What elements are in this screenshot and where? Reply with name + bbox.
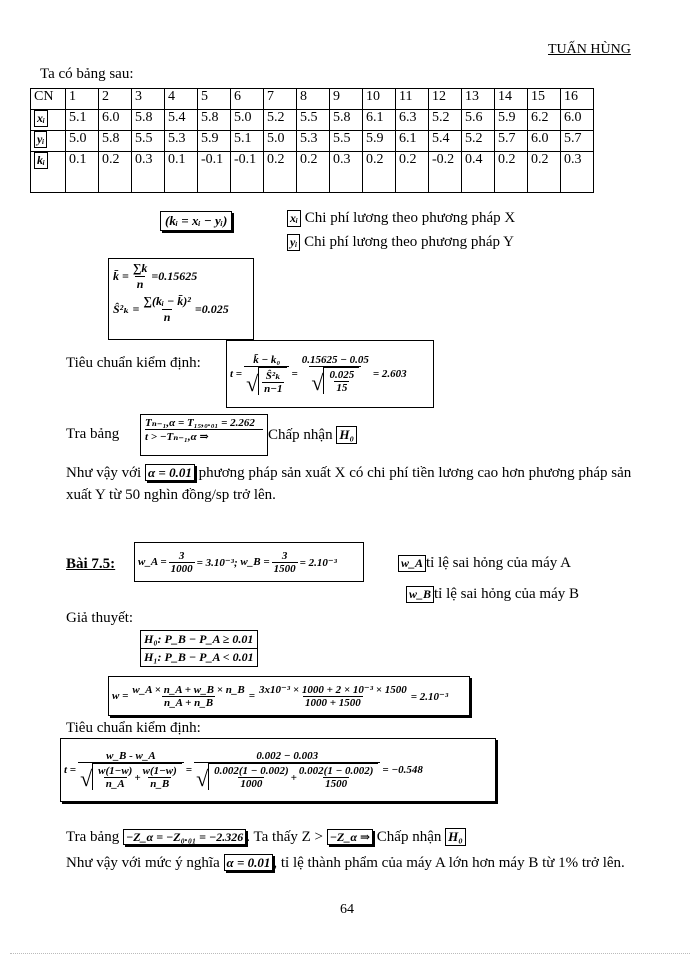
z-compare-box: −Z_α ⇒ [327, 829, 373, 845]
table-col-header: 10 [363, 89, 396, 110]
table-cell: 0.2 [363, 152, 396, 193]
table-cell: 5.8 [330, 110, 363, 131]
table-cell: 0.3 [132, 152, 165, 193]
x-text: Chi phí lương theo phương pháp X [304, 210, 516, 226]
statistics-box: k̄ = $\frac{\sum k}{n}$ = 0.15625 Ŝ²ₖ = $\frac{\text{∑(kᵢ − k̄)²}}{n}$ = 0.025 [108, 258, 254, 340]
table-row-k [31, 152, 594, 193]
k-definition-box: (kᵢ = xᵢ − yᵢ) [160, 211, 232, 231]
conclusion1: Như vậy với α = 0.01 phương pháp sản xuất X có chi phí tiền lương cao hơn phương pháp sản xuất Y từ 50 nghìn đồng/sp trở lên. [66, 465, 632, 503]
intro-text: Ta có bảng sau: [40, 66, 134, 82]
y-label: yᵢ [287, 234, 300, 251]
row-label: yᵢ [31, 131, 66, 152]
row-label: xᵢ [31, 110, 66, 131]
table-cell: -0.1 [231, 152, 264, 193]
table-cell: 5.5 [330, 131, 363, 152]
table-cell: 5.0 [66, 131, 99, 152]
page-border [10, 953, 690, 954]
table-header-cell: CN [31, 89, 66, 110]
data-table [30, 88, 594, 193]
table-cell: 0.2 [297, 152, 330, 193]
table-cell: 5.8 [198, 110, 231, 131]
test2-label: Tiêu chuẩn kiểm định: [66, 720, 201, 736]
page-number: 64 [340, 902, 354, 917]
table-cell: 0.4 [462, 152, 495, 193]
table-cell: 6.3 [396, 110, 429, 131]
table-cell: 0.2 [264, 152, 297, 193]
table-cell: -0.1 [198, 152, 231, 193]
table-cell: 6.1 [363, 110, 396, 131]
s2-value: 0.025 [201, 302, 229, 316]
alpha-box: α = 0.01 [145, 464, 195, 481]
table-col-header: 5 [198, 89, 231, 110]
table-col-header: 12 [429, 89, 462, 110]
alpha-box-2: α = 0.01 [224, 854, 274, 871]
table-cell: 0.3 [561, 152, 594, 193]
h0-label: H₀ [336, 426, 357, 444]
h1-hypothesis: H₁: P_B − P_A < 0.01 [140, 649, 258, 667]
table-cell: 5.4 [429, 131, 462, 152]
table-cell: 0.2 [396, 152, 429, 193]
wa-definition: w_A tỉ lệ sai hỏng của máy A [398, 555, 571, 572]
table-cell: 6.0 [528, 131, 561, 152]
lookup1-line1: Tₙ₋₁,α = T₁₅,₀.₀₁ = 2.262 [145, 416, 263, 430]
lookup1-box [140, 414, 268, 456]
table-col-header: 9 [330, 89, 363, 110]
table-col-header: 13 [462, 89, 495, 110]
w-rates-box: w_A = $\frac{3}{1000}$ = 3.10⁻³; w_B = $\frac{3}{1500}$ = 2.10⁻³ [134, 542, 364, 582]
table-cell: 5.8 [132, 110, 165, 131]
table-cell: 5.9 [363, 131, 396, 152]
table-cell: 0.2 [99, 152, 132, 193]
lookup1-label: Tra bảng [66, 426, 120, 442]
x-label: xᵢ [287, 210, 301, 227]
table-cell: 5.7 [495, 131, 528, 152]
table-cell: 5.0 [264, 131, 297, 152]
table-header-row [31, 89, 594, 110]
lookup1-line2: t > −Tₙ₋₁,α ⇒ [145, 431, 209, 443]
table-cell: 5.2 [429, 110, 462, 131]
test1-label: Tiêu chuẩn kiểm định: [66, 355, 201, 371]
table-col-header: 3 [132, 89, 165, 110]
pooled-w-box: w = $\frac{w\_A \times n\_A + w\_B \times n\_B}{n\_A + n\_B}$ = $\frac{\text{3x10⁻³ × 1000 + 2 × 10⁻³ × 1500}}{1000 + 1500}$ = 2.10⁻³ [108, 676, 470, 716]
table-cell: 5.2 [462, 131, 495, 152]
table-row-y [31, 131, 594, 152]
table-cell: 5.7 [561, 131, 594, 152]
table-col-header: 2 [99, 89, 132, 110]
table-col-header: 7 [264, 89, 297, 110]
table-cell: 5.1 [231, 131, 264, 152]
hypothesis-label: Giả thuyết: [66, 610, 134, 626]
y-text: Chi phí lương theo phương pháp Y [304, 234, 514, 250]
lookup2: Tra bảng −Z_α = −Z₀.₀₁ = −2.326 . Ta thấy Z > −Z_α ⇒ Chấp nhận H₀ [66, 828, 466, 846]
test2-formula-box: t = w_B - w_A √ $\frac{w(1-w)}{n\_A}$ + $\frac{w(1-w)}{n\_B}$ = 0.002 − 0.003 √ $\frac{0.002(1 - 0.002)}{1000}$ + $\frac{0.002(1 - 0.002)}{1500}$ = −0.548 [60, 738, 496, 802]
table-cell: 5.3 [297, 131, 330, 152]
table-cell: 6.0 [99, 110, 132, 131]
h0-label-2: H₀ [445, 828, 466, 846]
test1-result: = 2.603 [372, 368, 407, 380]
kbar-value: 0.15625 [158, 269, 198, 283]
table-cell: 5.0 [231, 110, 264, 131]
wb-definition: w_B tỉ lệ sai hỏng của máy B [406, 586, 579, 603]
table-cell: 5.6 [462, 110, 495, 131]
test1-den-num: 0.025 [329, 369, 355, 381]
table-cell: 0.2 [495, 152, 528, 193]
table-col-header: 6 [231, 89, 264, 110]
h0-hypothesis: H₀: P_B − P_A ≥ 0.01 [140, 630, 258, 649]
test1-numerator: 0.15625 − 0.05 [301, 354, 369, 366]
z-critical-box: −Z_α = −Z₀.₀₁ = −2.326 [123, 829, 246, 845]
table-cell: 5.1 [66, 110, 99, 131]
table-col-header: 14 [495, 89, 528, 110]
table-cell: 0.3 [330, 152, 363, 193]
conclusion2: Như vậy với mức ý nghĩa α = 0.01 , tỉ lệ thành phẩm của máy A lớn hơn máy B từ 1% trở lên. [66, 855, 625, 871]
exercise-title: Bài 7.5: [66, 556, 116, 572]
table-cell: 6.2 [528, 110, 561, 131]
table-cell: 5.9 [495, 110, 528, 131]
table-col-header: 8 [297, 89, 330, 110]
table-row-x [31, 110, 594, 131]
table-cell: 5.4 [165, 110, 198, 131]
author-header: TUẤN HÙNG [548, 42, 631, 57]
row-label: kᵢ [31, 152, 66, 193]
table-cell: -0.2 [429, 152, 462, 193]
table-col-header: 11 [396, 89, 429, 110]
table-cell: 6.1 [396, 131, 429, 152]
table-cell: 5.3 [165, 131, 198, 152]
table-col-header: 4 [165, 89, 198, 110]
table-cell: 5.5 [132, 131, 165, 152]
table-cell: 0.1 [66, 152, 99, 193]
table-cell: 0.1 [165, 152, 198, 193]
wa-label: w_A [398, 555, 426, 572]
y-definition [287, 234, 514, 251]
hypothesis-box [140, 630, 258, 667]
table-cell: 0.2 [528, 152, 561, 193]
test1-formula-box: t = k̄ − k₀ √ $\frac{\text{Ŝ²ₖ}}{n-1}$ = 0.15625 − 0.05 √ $\frac{0.025}{15}$ = 2.603 [226, 340, 434, 408]
table-col-header: 16 [561, 89, 594, 110]
test1-den-den: 15 [336, 382, 348, 394]
x-definition [287, 210, 515, 227]
table-col-header: 15 [528, 89, 561, 110]
table-cell: 6.0 [561, 110, 594, 131]
lookup1-accept: Chấp nhận H₀ [268, 426, 357, 444]
table-cell: 5.9 [198, 131, 231, 152]
table-col-header: 1 [66, 89, 99, 110]
wb-label: w_B [406, 586, 434, 603]
table-cell: 5.5 [297, 110, 330, 131]
table-cell: 5.8 [99, 131, 132, 152]
table-cell: 5.2 [264, 110, 297, 131]
